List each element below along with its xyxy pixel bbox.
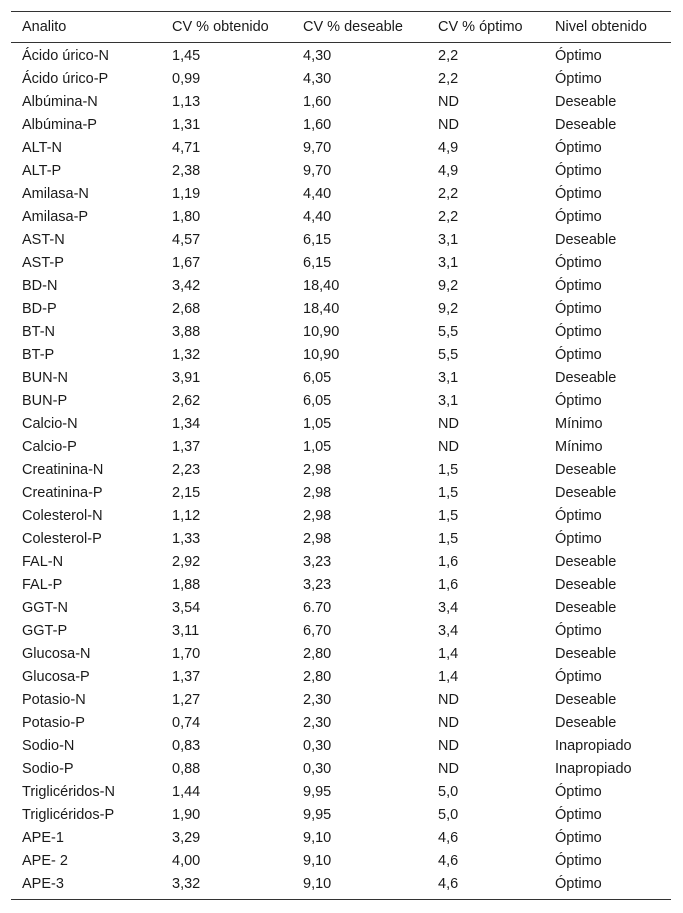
cell-cv-optimo: 9,2 — [438, 301, 459, 317]
cell-analito: BD-P — [22, 301, 57, 317]
cell-analito: GGT-P — [22, 623, 68, 639]
cell-analito: AST-N — [22, 232, 65, 248]
cell-cv-obtenido: 1,45 — [172, 48, 201, 64]
cell-analito: Ácido úrico-P — [22, 71, 109, 87]
table-row — [11, 390, 671, 413]
cell-cv-deseable: 6.70 — [303, 600, 332, 616]
cell-cv-deseable: 18,40 — [303, 301, 340, 317]
table-row — [11, 574, 671, 597]
cell-cv-optimo: 4,6 — [438, 853, 459, 869]
table-row — [11, 666, 671, 689]
cell-cv-optimo: 2,2 — [438, 209, 459, 225]
cell-cv-obtenido: 3,11 — [172, 623, 200, 639]
cell-cv-deseable: 4,30 — [303, 71, 332, 87]
cell-nivel-obtenido: Óptimo — [555, 830, 602, 846]
cell-nivel-obtenido: Inapropiado — [555, 738, 632, 754]
cell-cv-obtenido: 1,88 — [172, 577, 201, 593]
cell-cv-deseable: 10,90 — [303, 324, 340, 340]
cell-cv-optimo: ND — [438, 738, 459, 754]
cell-analito: BUN-N — [22, 370, 68, 386]
cell-cv-obtenido: 1,37 — [172, 669, 201, 685]
table-row — [11, 758, 671, 781]
cell-nivel-obtenido: Óptimo — [555, 301, 602, 317]
cell-cv-deseable: 0,30 — [303, 761, 332, 777]
table-row — [11, 344, 671, 367]
cell-cv-deseable: 3,23 — [303, 554, 332, 570]
table-row — [11, 137, 671, 160]
cell-nivel-obtenido: Deseable — [555, 715, 617, 731]
cell-cv-optimo: ND — [438, 416, 459, 432]
cell-cv-optimo: 2,2 — [438, 71, 459, 87]
cell-cv-obtenido: 0,99 — [172, 71, 201, 87]
cell-nivel-obtenido: Óptimo — [555, 324, 602, 340]
cell-cv-obtenido: 2,38 — [172, 163, 201, 179]
cell-cv-obtenido: 3,32 — [172, 876, 201, 892]
table-row — [11, 321, 671, 344]
cell-nivel-obtenido: Deseable — [555, 117, 617, 133]
cell-analito: Triglicéridos-P — [22, 807, 115, 823]
cell-analito: Glucosa-N — [22, 646, 91, 662]
table-row — [11, 712, 671, 735]
cell-nivel-obtenido: Óptimo — [555, 669, 602, 685]
cell-cv-deseable: 1,60 — [303, 94, 332, 110]
table-row — [11, 43, 671, 69]
cell-cv-optimo: 9,2 — [438, 278, 459, 294]
results-table-container — [11, 11, 671, 900]
cell-cv-deseable: 2,30 — [303, 692, 332, 708]
table-row — [11, 827, 671, 850]
table-row — [11, 275, 671, 298]
cell-cv-obtenido: 2,15 — [172, 485, 201, 501]
cell-nivel-obtenido: Deseable — [555, 370, 617, 386]
cell-cv-deseable: 2,98 — [303, 485, 332, 501]
header-analito: Analito — [22, 19, 67, 35]
table-row — [11, 459, 671, 482]
cell-analito: ALT-N — [22, 140, 63, 156]
cell-cv-obtenido: 1,33 — [172, 531, 201, 547]
table-row — [11, 68, 671, 91]
cell-cv-deseable: 2,80 — [303, 669, 332, 685]
cell-analito: Potasio-P — [22, 715, 85, 731]
cell-nivel-obtenido: Óptimo — [555, 140, 602, 156]
cell-cv-optimo: 1,6 — [438, 554, 459, 570]
cell-analito: Glucosa-P — [22, 669, 90, 685]
cell-cv-deseable: 2,98 — [303, 508, 332, 524]
cell-cv-deseable: 9,95 — [303, 784, 332, 800]
cell-cv-deseable: 3,23 — [303, 577, 332, 593]
cell-cv-deseable: 4,40 — [303, 209, 332, 225]
cell-cv-deseable: 9,10 — [303, 876, 332, 892]
cell-analito: BT-N — [22, 324, 56, 340]
cell-cv-obtenido: 1,32 — [172, 347, 201, 363]
cell-nivel-obtenido: Óptimo — [555, 807, 602, 823]
table-row — [11, 689, 671, 712]
cell-nivel-obtenido: Óptimo — [555, 163, 602, 179]
cell-nivel-obtenido: Deseable — [555, 554, 617, 570]
cell-nivel-obtenido: Deseable — [555, 462, 617, 478]
table-row — [11, 735, 671, 758]
cell-cv-optimo: ND — [438, 94, 459, 110]
cell-cv-optimo: 3,1 — [438, 255, 459, 271]
cell-analito: ALT-P — [22, 163, 62, 179]
cell-cv-obtenido: 1,34 — [172, 416, 201, 432]
table-row — [11, 91, 671, 114]
cell-cv-optimo: ND — [438, 715, 459, 731]
cell-cv-obtenido: 3,29 — [172, 830, 201, 846]
cell-nivel-obtenido: Óptimo — [555, 531, 602, 547]
cell-cv-obtenido: 1,31 — [172, 117, 201, 133]
table-row — [11, 114, 671, 137]
cell-cv-deseable: 2,98 — [303, 462, 332, 478]
cell-analito: Calcio-N — [22, 416, 78, 432]
cell-analito: Albúmina-N — [22, 94, 98, 110]
cell-cv-deseable: 4,40 — [303, 186, 332, 202]
table-row — [11, 367, 671, 390]
cell-nivel-obtenido: Óptimo — [555, 784, 602, 800]
cell-analito: FAL-P — [22, 577, 63, 593]
cell-cv-deseable: 0,30 — [303, 738, 332, 754]
table-header-row — [11, 12, 671, 43]
cell-cv-obtenido: 0,88 — [172, 761, 201, 777]
cell-nivel-obtenido: Mínimo — [555, 416, 603, 432]
cell-analito: Colesterol-P — [22, 531, 102, 547]
cell-cv-optimo: 5,0 — [438, 784, 459, 800]
cell-nivel-obtenido: Óptimo — [555, 853, 602, 869]
cell-nivel-obtenido: Óptimo — [555, 508, 602, 524]
cell-analito: Amilasa-N — [22, 186, 89, 202]
cell-nivel-obtenido: Óptimo — [555, 209, 602, 225]
cell-nivel-obtenido: Deseable — [555, 232, 617, 248]
cell-cv-optimo: 1,4 — [438, 669, 459, 685]
cell-cv-deseable: 1,05 — [303, 439, 332, 455]
table-row — [11, 482, 671, 505]
cell-cv-deseable: 9,70 — [303, 140, 332, 156]
cell-analito: Sodio-N — [22, 738, 75, 754]
table-row — [11, 229, 671, 252]
cell-nivel-obtenido: Deseable — [555, 692, 617, 708]
cell-cv-obtenido: 3,88 — [172, 324, 201, 340]
cell-analito: Triglicéridos-N — [22, 784, 115, 800]
cell-cv-optimo: 4,9 — [438, 140, 459, 156]
cell-analito: AST-P — [22, 255, 64, 271]
cell-cv-deseable: 6,05 — [303, 370, 332, 386]
cell-cv-obtenido: 3,42 — [172, 278, 201, 294]
cell-cv-obtenido: 1,12 — [172, 508, 201, 524]
cell-cv-deseable: 9,70 — [303, 163, 332, 179]
cell-nivel-obtenido: Óptimo — [555, 347, 602, 363]
cell-cv-optimo: 2,2 — [438, 186, 459, 202]
table-row — [11, 873, 671, 900]
cell-cv-obtenido: 0,74 — [172, 715, 201, 731]
cell-cv-obtenido: 2,92 — [172, 554, 201, 570]
cell-analito: BUN-P — [22, 393, 68, 409]
table-row — [11, 781, 671, 804]
cell-cv-optimo: 4,9 — [438, 163, 459, 179]
table-row — [11, 528, 671, 551]
cell-cv-optimo: 3,1 — [438, 393, 459, 409]
table-row — [11, 183, 671, 206]
table-row — [11, 413, 671, 436]
cell-nivel-obtenido: Deseable — [555, 94, 617, 110]
cell-analito: APE-1 — [22, 830, 64, 846]
cell-nivel-obtenido: Deseable — [555, 600, 617, 616]
cell-nivel-obtenido: Deseable — [555, 646, 617, 662]
cell-cv-optimo: 3,1 — [438, 370, 459, 386]
cell-cv-optimo: ND — [438, 117, 459, 133]
cell-cv-optimo: 3,1 — [438, 232, 459, 248]
table-row — [11, 206, 671, 229]
cell-cv-obtenido: 4,57 — [172, 232, 201, 248]
cell-cv-obtenido: 3,91 — [172, 370, 201, 386]
header-nivel-obtenido: Nivel obtenido — [555, 19, 647, 35]
results-table — [11, 11, 671, 900]
cell-cv-obtenido: 3,54 — [172, 600, 201, 616]
cell-analito: Calcio-P — [22, 439, 77, 455]
cell-cv-deseable: 6,15 — [303, 232, 332, 248]
table-row — [11, 551, 671, 574]
cell-cv-optimo: 1,5 — [438, 485, 459, 501]
cell-cv-obtenido: 2,62 — [172, 393, 201, 409]
cell-nivel-obtenido: Óptimo — [555, 186, 602, 202]
cell-cv-obtenido: 1,70 — [172, 646, 201, 662]
cell-analito: APE-3 — [22, 876, 64, 892]
cell-nivel-obtenido: Óptimo — [555, 393, 602, 409]
cell-nivel-obtenido: Óptimo — [555, 278, 602, 294]
cell-analito: Amilasa-P — [22, 209, 89, 225]
table-row — [11, 252, 671, 275]
cell-nivel-obtenido: Óptimo — [555, 876, 602, 892]
cell-cv-deseable: 2,98 — [303, 531, 332, 547]
header-cv-obtenido: CV % obtenido — [172, 19, 269, 35]
cell-cv-obtenido: 1,19 — [172, 186, 201, 202]
cell-cv-deseable: 9,10 — [303, 830, 332, 846]
cell-analito: Sodio-P — [22, 761, 74, 777]
cell-cv-deseable: 6,70 — [303, 623, 332, 639]
cell-cv-deseable: 9,95 — [303, 807, 332, 823]
cell-nivel-obtenido: Óptimo — [555, 255, 602, 271]
cell-cv-obtenido: 1,67 — [172, 255, 201, 271]
table-row — [11, 436, 671, 459]
cell-nivel-obtenido: Deseable — [555, 485, 617, 501]
cell-analito: FAL-N — [22, 554, 64, 570]
table-row — [11, 804, 671, 827]
cell-cv-optimo: ND — [438, 692, 459, 708]
cell-nivel-obtenido: Inapropiado — [555, 761, 632, 777]
cell-analito: Ácido úrico-N — [22, 48, 110, 64]
cell-cv-deseable: 2,80 — [303, 646, 332, 662]
cell-cv-optimo: 4,6 — [438, 830, 459, 846]
cell-cv-optimo: 4,6 — [438, 876, 459, 892]
cell-cv-deseable: 2,30 — [303, 715, 332, 731]
cell-cv-obtenido: 1,80 — [172, 209, 201, 225]
table-body — [11, 43, 671, 900]
cell-cv-optimo: 1,6 — [438, 577, 459, 593]
cell-nivel-obtenido: Mínimo — [555, 439, 603, 455]
cell-analito: APE- 2 — [22, 853, 68, 869]
cell-cv-optimo: 5,5 — [438, 347, 459, 363]
header-cv-optimo: CV % óptimo — [438, 19, 523, 35]
table-row — [11, 160, 671, 183]
cell-cv-optimo: 3,4 — [438, 623, 459, 639]
cell-nivel-obtenido: Óptimo — [555, 71, 602, 87]
cell-cv-deseable: 18,40 — [303, 278, 340, 294]
cell-cv-obtenido: 2,68 — [172, 301, 201, 317]
cell-nivel-obtenido: Deseable — [555, 577, 617, 593]
cell-cv-deseable: 1,05 — [303, 416, 332, 432]
cell-cv-obtenido: 4,71 — [172, 140, 201, 156]
table-row — [11, 620, 671, 643]
cell-cv-deseable: 4,30 — [303, 48, 332, 64]
cell-analito: Albúmina-P — [22, 117, 97, 133]
cell-cv-deseable: 10,90 — [303, 347, 340, 363]
table-row — [11, 298, 671, 321]
cell-cv-obtenido: 1,90 — [172, 807, 201, 823]
cell-cv-optimo: 1,5 — [438, 531, 459, 547]
cell-cv-optimo: 3,4 — [438, 600, 459, 616]
cell-cv-obtenido: 1,37 — [172, 439, 201, 455]
cell-cv-optimo: 1,5 — [438, 508, 459, 524]
cell-nivel-obtenido: Óptimo — [555, 623, 602, 639]
cell-cv-optimo: 5,5 — [438, 324, 459, 340]
cell-cv-deseable: 6,15 — [303, 255, 332, 271]
cell-cv-obtenido: 1,13 — [172, 94, 201, 110]
cell-analito: Colesterol-N — [22, 508, 103, 524]
cell-cv-obtenido: 4,00 — [172, 853, 201, 869]
cell-nivel-obtenido: Óptimo — [555, 48, 602, 64]
cell-analito: Creatinina-N — [22, 462, 104, 478]
cell-cv-obtenido: 0,83 — [172, 738, 201, 754]
cell-cv-obtenido: 1,44 — [172, 784, 201, 800]
cell-cv-optimo: 1,5 — [438, 462, 459, 478]
cell-analito: BD-N — [22, 278, 58, 294]
table-row — [11, 597, 671, 620]
table-row — [11, 643, 671, 666]
cell-cv-deseable: 1,60 — [303, 117, 332, 133]
cell-cv-optimo: ND — [438, 439, 459, 455]
cell-analito: GGT-N — [22, 600, 68, 616]
cell-cv-deseable: 6,05 — [303, 393, 332, 409]
cell-cv-optimo: 2,2 — [438, 48, 459, 64]
table-row — [11, 850, 671, 873]
cell-cv-optimo: ND — [438, 761, 459, 777]
cell-cv-deseable: 9,10 — [303, 853, 332, 869]
cell-cv-optimo: 5,0 — [438, 807, 459, 823]
cell-cv-obtenido: 1,27 — [172, 692, 201, 708]
cell-cv-optimo: 1,4 — [438, 646, 459, 662]
table-row — [11, 505, 671, 528]
header-cv-deseable: CV % deseable — [303, 19, 403, 35]
cell-analito: BT-P — [22, 347, 55, 363]
cell-cv-obtenido: 2,23 — [172, 462, 201, 478]
cell-analito: Creatinina-P — [22, 485, 103, 501]
cell-analito: Potasio-N — [22, 692, 86, 708]
